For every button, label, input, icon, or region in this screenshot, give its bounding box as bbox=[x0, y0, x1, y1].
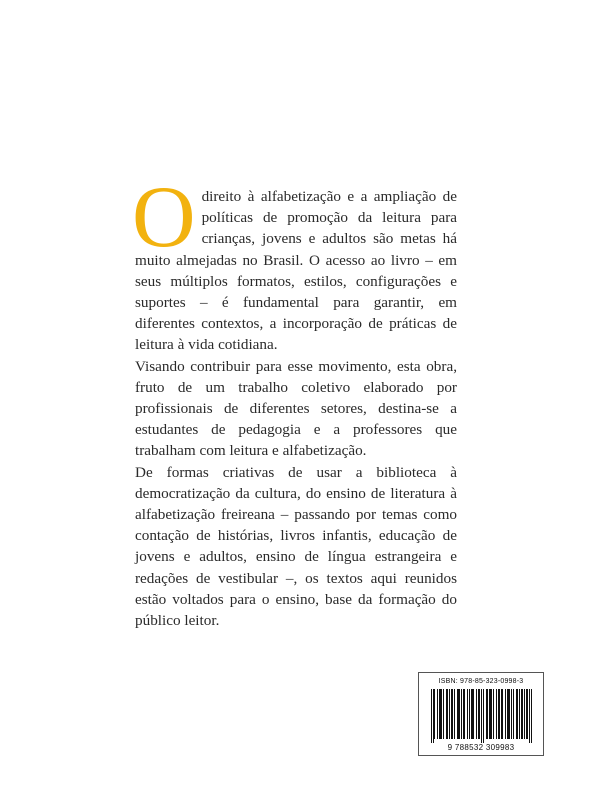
barcode-bar bbox=[487, 689, 488, 739]
barcode-bar bbox=[440, 689, 441, 739]
barcode-bar bbox=[461, 689, 462, 739]
barcode-bar bbox=[489, 689, 490, 739]
barcode-bar bbox=[479, 689, 480, 739]
barcode-bar bbox=[451, 689, 452, 739]
barcode-bar bbox=[447, 689, 448, 739]
barcode-bar bbox=[509, 689, 510, 739]
paragraph-2: Visando contribuir para esse movimento, esta obra, fruto de um trabalho coletivo elaborado por profissionais de diferentes setores, destina-se a estudantes de pedagogia e a professores que trabalham com leitura e alfabetização. bbox=[135, 357, 457, 460]
barcode-bar bbox=[449, 689, 450, 739]
barcode-bar bbox=[452, 689, 453, 739]
barcode-bar bbox=[502, 689, 503, 739]
barcode-bars bbox=[431, 689, 533, 743]
barcode-bar bbox=[469, 689, 470, 739]
barcode-bar bbox=[498, 689, 499, 739]
drop-cap: O bbox=[132, 169, 196, 266]
barcode-bar bbox=[433, 689, 434, 743]
isbn-barcode bbox=[418, 672, 544, 756]
barcode-bar bbox=[490, 689, 491, 739]
barcode-bar bbox=[464, 689, 465, 739]
barcode-bar bbox=[454, 689, 455, 739]
barcode-bar bbox=[524, 689, 525, 739]
intro-paragraph bbox=[132, 169, 457, 356]
barcode-bar bbox=[467, 689, 468, 739]
barcode-bar bbox=[522, 689, 523, 739]
barcode-bar bbox=[496, 689, 497, 739]
back-cover-text bbox=[132, 169, 457, 631]
barcode-bar bbox=[527, 689, 528, 739]
barcode-bar bbox=[505, 689, 506, 739]
barcode-bar bbox=[473, 689, 474, 739]
barcode-bar bbox=[483, 689, 484, 743]
barcode-bar bbox=[458, 689, 459, 739]
barcode-bar bbox=[441, 689, 442, 739]
barcode-bar bbox=[478, 689, 479, 739]
barcode-bar bbox=[491, 689, 492, 739]
barcode-bar bbox=[443, 689, 444, 739]
barcode-bar bbox=[476, 689, 477, 739]
barcode-bar bbox=[457, 689, 458, 739]
barcode-bar bbox=[471, 689, 472, 739]
barcode-bar bbox=[516, 689, 517, 739]
barcode-bar bbox=[529, 689, 530, 743]
barcode-bar bbox=[531, 689, 532, 743]
paragraph-3: De formas criativas de usar a biblioteca à democratização da cultura, do ensino de literatura à alfabetização freireana – passando por temas como contação de histórias, livros infantis, educação de jovens e adultos, ensino de língua estrangeira e redações de vestibular –, os textos aqui reunidos estão voltados para o ensino, base da formação do público leitor. bbox=[135, 463, 457, 630]
barcode-bar bbox=[499, 689, 500, 739]
barcode-bar bbox=[507, 689, 508, 739]
barcode-digits: 9 788532 309983 bbox=[447, 743, 515, 752]
barcode-bar bbox=[437, 689, 438, 739]
barcode-bar bbox=[501, 689, 502, 739]
barcode-bar bbox=[434, 689, 435, 739]
barcode-bar bbox=[493, 689, 494, 739]
intro-text: direito à alfabetização e a ampliação de políticas de promoção da leitura para crianças, jovens e adultos são metas há muito almejadas no Brasil. O acesso ao livro – em seus múltiplos formatos, estilos, configurações e suportes – é fundamental para garantir, em diferentes contextos, a incorporação de práticas de leitura à vida cotidiana. bbox=[135, 188, 457, 354]
isbn-label: ISBN: 978-85-323-0998-3 bbox=[438, 678, 524, 685]
barcode-bar bbox=[513, 689, 514, 739]
barcode-bar bbox=[431, 689, 432, 743]
barcode-bar bbox=[486, 689, 487, 739]
barcode-bar bbox=[472, 689, 473, 739]
barcode-bar bbox=[459, 689, 460, 739]
barcode-bar bbox=[526, 689, 527, 739]
barcode-bar bbox=[446, 689, 447, 739]
barcode-bar bbox=[481, 689, 482, 743]
barcode-bar bbox=[517, 689, 518, 739]
barcode-bar bbox=[439, 689, 440, 739]
barcode-bar bbox=[521, 689, 522, 739]
barcode-bar bbox=[463, 689, 464, 739]
barcode-bar bbox=[508, 689, 509, 739]
barcode-bar bbox=[511, 689, 512, 739]
barcode-bar bbox=[519, 689, 520, 739]
